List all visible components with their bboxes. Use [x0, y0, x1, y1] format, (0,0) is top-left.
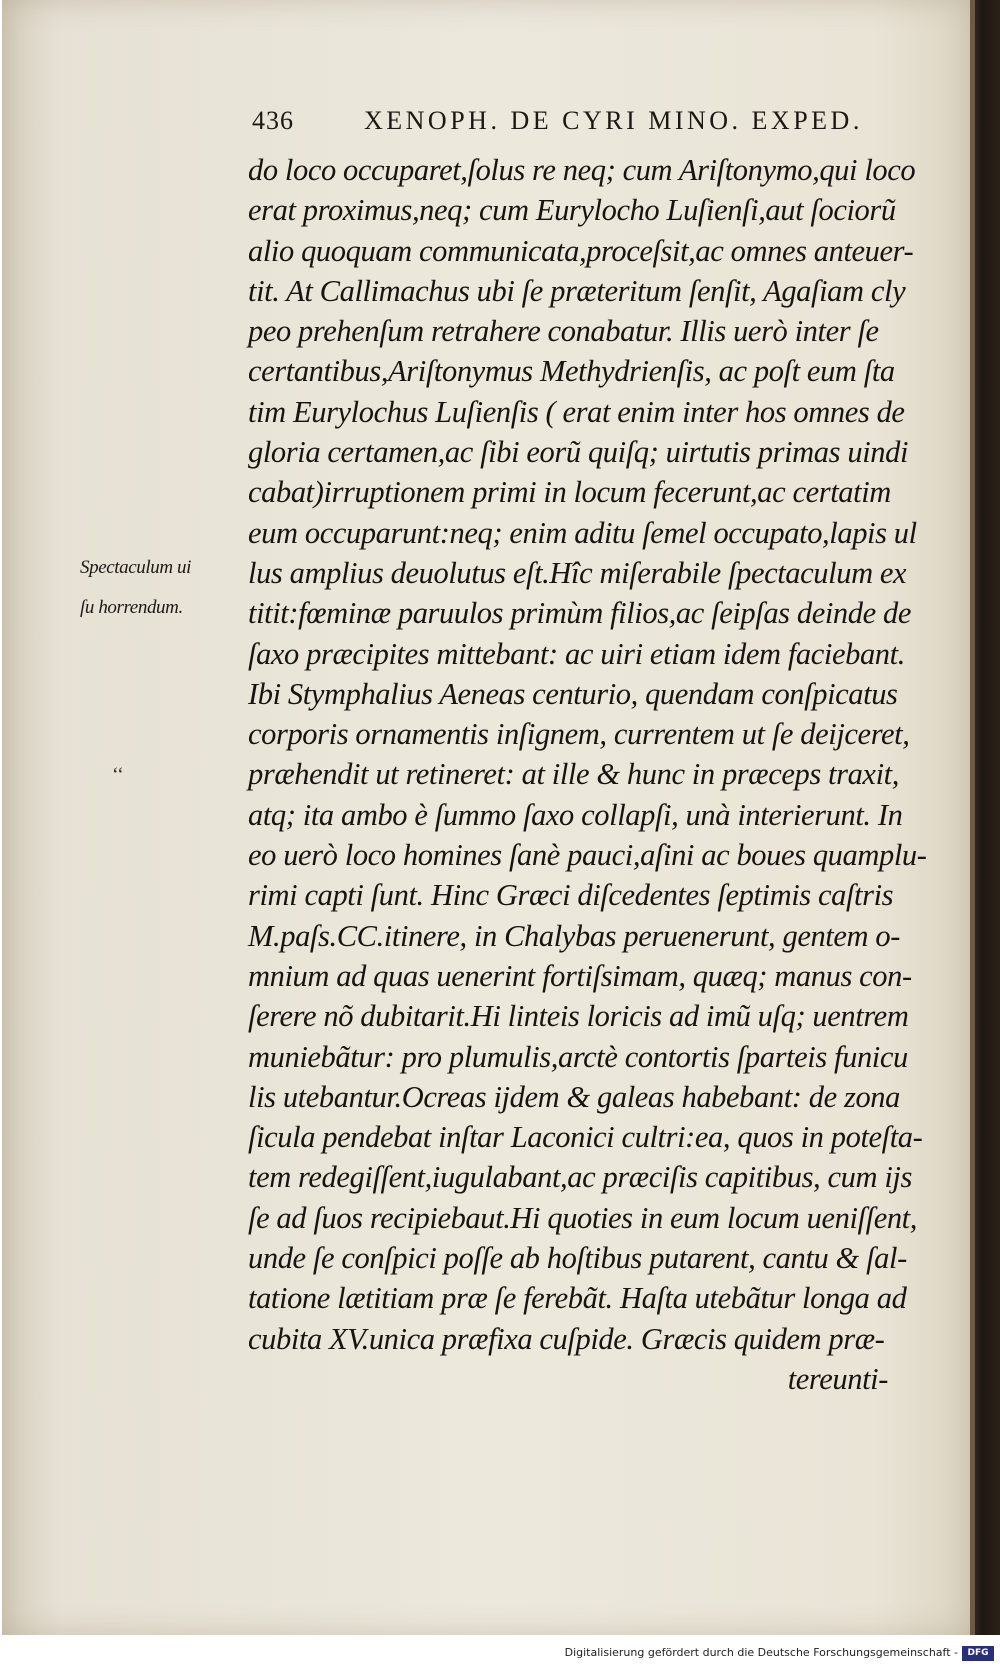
text-line: rimi capti ſunt. Hinc Græci diſcedentes ſeptimis caſtris [248, 878, 894, 913]
text-line: Ibi Stymphalius Aeneas centurio, quendam conſpicatus [248, 676, 898, 711]
text-line: lis utebantur.Ocreas ijdem & galeas habebant: de zona [248, 1079, 900, 1114]
text-line: eo uerò loco homines ſanè pauci,aſini ac boues quamplu- [248, 838, 927, 873]
text-line: tatione lætitiam præ ſe ferebãt. Haſta utebãtur longa ad [248, 1281, 907, 1316]
marginal-note-line: ſu horrendum. [80, 597, 183, 618]
text-line: unde ſe conſpici poſſe ab hoſtibus putarent, cantu & ſal- [248, 1241, 907, 1276]
page-header [252, 106, 882, 142]
marginal-note-line: Spectaculum ui [80, 557, 192, 578]
text-line: ſaxo præcipites mittebant: ac uiri etiam idem faciebant. [248, 636, 905, 671]
text-line: alio quoquam communicata,proceſsit,ac omnes anteuer- [248, 233, 914, 268]
text-line: M.paſs.CC.itinere, in Chalybas peruenerunt, gentem o- [248, 918, 900, 953]
text-line: certantibus,Ariſtonymus Methydrienſis, ac poſt eum ſta [248, 354, 895, 389]
text-line: tim Eurylochus Luſienſis ( erat enim inter hos omnes de [248, 394, 905, 429]
catchword-line: tereunti- [787, 1361, 888, 1396]
text-line: tem redegiſſent,iugulabant,ac præciſis capitibus, cum ijs [248, 1160, 912, 1195]
text-line: lus amplius deuolutus eſt.Hîc miſerabile ſpectaculum ex [248, 555, 907, 590]
page-number: 436 [252, 106, 294, 135]
body-text [248, 150, 928, 1399]
text-line: ſerere nõ dubitarit.Hi linteis loricis ad imũ uſq; uentrem [248, 999, 909, 1034]
text-line: muniebãtur: pro plumulis,arctè contortis ſparteis funicu [248, 1039, 908, 1074]
text-line: atq; ita ambo è ſummo ſaxo collapſi, unà interierunt. In [248, 797, 903, 832]
text-line: cubita XV.unica præfixa cuſpide. Græcis quidem præ- [248, 1321, 885, 1356]
text-line: erat proximus,neq; cum Eurylocho Luſienſi,aut ſociorũ [248, 193, 896, 228]
book-edge [970, 0, 1000, 1635]
ink-mark-icon: ‘‘ [112, 764, 124, 786]
book-page [2, 0, 970, 1635]
text-line: gloria certamen,ac ſibi eorũ quiſq; uirtutis primas uindi [248, 435, 909, 470]
text-line: ſe ad ſuos recipiebaut.Hi quoties in eum locum ueniſſent, [248, 1200, 917, 1235]
text-line: do loco occuparet,ſolus re neq; cum Ariſtonymo,qui loco [248, 153, 916, 187]
text-line: præhendit ut retineret: at ille & hunc in præceps traxit, [248, 757, 899, 792]
text-line: titit:fœminæ paruulos primùm filios,ac ſeipſas deinde de [248, 596, 911, 631]
text-line: ſicula pendebat inſtar Laconici cultri:ea, quos in poteſta- [248, 1120, 923, 1155]
running-head: XENOPH. DE CYRI MINO. EXPED. [364, 106, 863, 135]
text-line: tit. At Callimachus ubi ſe præteritum ſenſit, Agaſiam cly [248, 273, 906, 308]
marginal-note [80, 548, 250, 628]
text-line: corporis ornamentis inſignem, currentem ut ſe deijceret, [248, 717, 910, 752]
text-line: cabat)irruptionem primi in locum fecerunt,ac certatim [248, 475, 891, 510]
footer-bar [0, 1635, 1000, 1669]
text-line: eum occuparunt:neq; enim aditu ſemel occupato,lapis ul [248, 515, 917, 550]
footer-credit: Digitalisierung gefördert durch die Deutsche Forschungsgemeinschaft - [564, 1646, 958, 1659]
text-line: peo prehenſum retrahere conabatur. Illis uerò inter ſe [248, 314, 879, 349]
text-line: mnium ad quas uenerint fortiſsimam, quæq; manus con- [248, 958, 912, 993]
dfg-logo: DFG [962, 1646, 994, 1661]
